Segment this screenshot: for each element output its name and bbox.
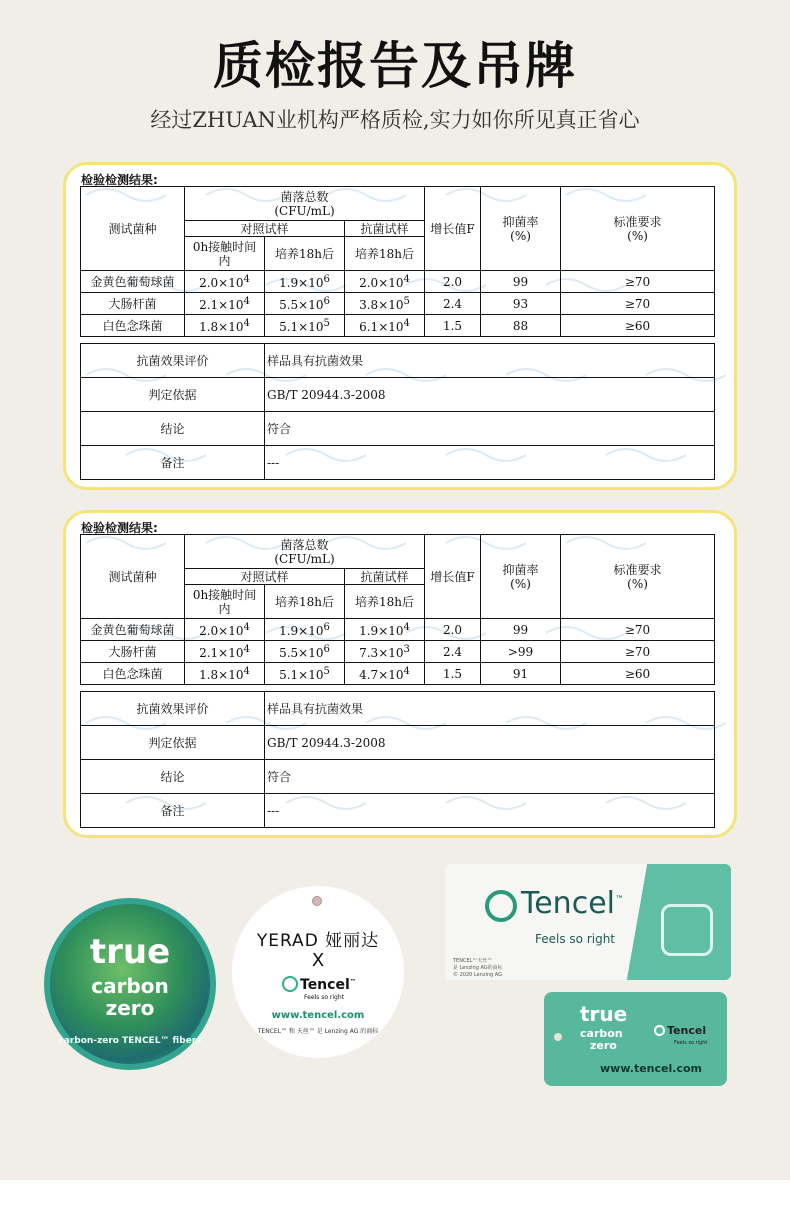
bottom-strip: [0, 1180, 790, 1226]
tencel-swirl-icon: [485, 890, 517, 922]
header-growth: 增长值F: [425, 535, 481, 619]
summary-row-basis: 判定依据 GB/T 20944.3-2008: [81, 378, 715, 412]
report-heading: 检验检测结果:: [81, 173, 158, 187]
tag-hole-icon: [554, 1033, 562, 1041]
summary-table: [80, 343, 715, 480]
result-table: [80, 534, 715, 685]
header-t0: 0h接触时间内: [185, 585, 265, 619]
header-control: 对照试样: [185, 569, 345, 585]
header-t18-antibac: 培养18h后: [345, 237, 425, 271]
tagline: Feels so right: [674, 1040, 708, 1046]
header-rate: 抑菌率 (%): [481, 535, 561, 619]
summary-row-conclusion: 结论 符合: [81, 412, 715, 446]
header-species: 测试菌种: [81, 535, 185, 619]
header-rate: 抑菌率 (%): [481, 187, 561, 271]
summary-row-evaluation: 抗菌效果评价 样品具有抗菌效果: [81, 692, 715, 726]
header-antibac: 抗菌试样: [345, 221, 425, 237]
tagline: Feels so right: [304, 994, 345, 1001]
summary-row-conclusion: 结论 符合: [81, 760, 715, 794]
tag-ring-text: carbon-zero TENCEL™ fibers: [58, 1036, 202, 1046]
header-t18-antibac: 培养18h后: [345, 585, 425, 619]
tencel-logo: Tencel™: [282, 976, 356, 993]
table-row: 大肠杆菌 $2.1\times 10^4$ $5.5\times 10^6$ $7.3\times 10^3$ 2.4 >99 ≥70: [81, 641, 715, 663]
summary-row-note: 备注 ---: [81, 446, 715, 480]
table-row: 金黄色葡萄球菌 $2.0\times 10^4$ $1.9\times 10^6$ $1.9\times 10^4$ 2.0 99 ≥70: [81, 619, 715, 641]
header-t0: 0h接触时间内: [185, 237, 265, 271]
report-heading: 检验检测结果:: [81, 521, 158, 535]
tencel-white-tag: [445, 864, 731, 980]
table-row: 金黄色葡萄球菌 $2.0\times 10^4$ $1.9\times 10^6$ $2.0\times 10^4$ 2.0 99 ≥70: [81, 271, 715, 293]
table-row: 大肠杆菌 $2.1\times 10^4$ $5.5\times 10^6$ $3.8\times 10^5$ 2.4 93 ≥70: [81, 293, 715, 315]
tencel-green-tag: [544, 992, 727, 1086]
shirt-icon: [661, 904, 713, 956]
header-standard: 标准要求 (%): [561, 187, 715, 271]
table-row: 白色念珠菌 $1.8\times 10^4$ $5.1\times 10^5$ $4.7\times 10^4$ 1.5 91 ≥60: [81, 663, 715, 685]
tencel-swirl-icon: [654, 1025, 665, 1036]
hang-tags: [0, 850, 790, 1120]
tag-zero-text: zero: [105, 996, 155, 1020]
header-total: 菌落总数 (CFU/mL): [185, 535, 425, 569]
summary-row-evaluation: 抗菌效果评价 样品具有抗菌效果: [81, 344, 715, 378]
tencel-logo: Tencel: [654, 1024, 706, 1037]
header-standard: 标准要求 (%): [561, 535, 715, 619]
summary-row-basis: 判定依据 GB/T 20944.3-2008: [81, 726, 715, 760]
yerad-brand: YERAD 娅丽达: [256, 931, 380, 951]
header-total: 菌落总数 (CFU/mL): [185, 187, 425, 221]
tencel-url: www.tencel.com: [271, 1010, 365, 1021]
report-card-2: [63, 510, 737, 838]
tagline: Feels so right: [535, 932, 616, 946]
tag-zero-text: zero: [590, 1039, 617, 1052]
tag-hole-icon: [312, 896, 322, 906]
header-t18: 培养18h后: [265, 585, 345, 619]
true-carbon-zero-tag: [44, 898, 216, 1070]
report-card-1: [63, 162, 737, 490]
header-species: 测试菌种: [81, 187, 185, 271]
summary-table: [80, 691, 715, 828]
header-growth: 增长值F: [425, 187, 481, 271]
trademark-note: TENCEL™天丝™ 是 Lenzing AG的商标 © 2020 Lenzing AG: [453, 958, 503, 978]
trademark-note: TENCEL™ 和 天丝™ 是 Lenzing AG 的商标: [257, 1028, 379, 1035]
tag-true-text: true: [89, 932, 171, 972]
tencel-logo: Tencel™: [521, 886, 624, 921]
summary-row-note: 备注 ---: [81, 794, 715, 828]
collab-x: X: [311, 950, 325, 971]
page-subtitle: 经过ZHUAN业机构严格质检,实力如你所见真正省心: [150, 108, 640, 132]
page-title: 质检报告及吊牌: [213, 36, 577, 95]
result-table: [80, 186, 715, 337]
tencel-url: www.tencel.com: [600, 1062, 702, 1075]
header-t18: 培养18h后: [265, 237, 345, 271]
header-control: 对照试样: [185, 221, 345, 237]
yerad-tencel-tag: [232, 886, 404, 1058]
tag-carbon-text: carbon: [91, 974, 169, 998]
tencel-swirl-icon: [282, 976, 298, 992]
table-row: 白色念珠菌 $1.8\times 10^4$ $5.1\times 10^5$ $6.1\times 10^4$ 1.5 88 ≥60: [81, 315, 715, 337]
header-antibac: 抗菌试样: [345, 569, 425, 585]
tag-true-text: true: [580, 1002, 628, 1026]
tag-carbon-text: carbon: [580, 1027, 623, 1040]
